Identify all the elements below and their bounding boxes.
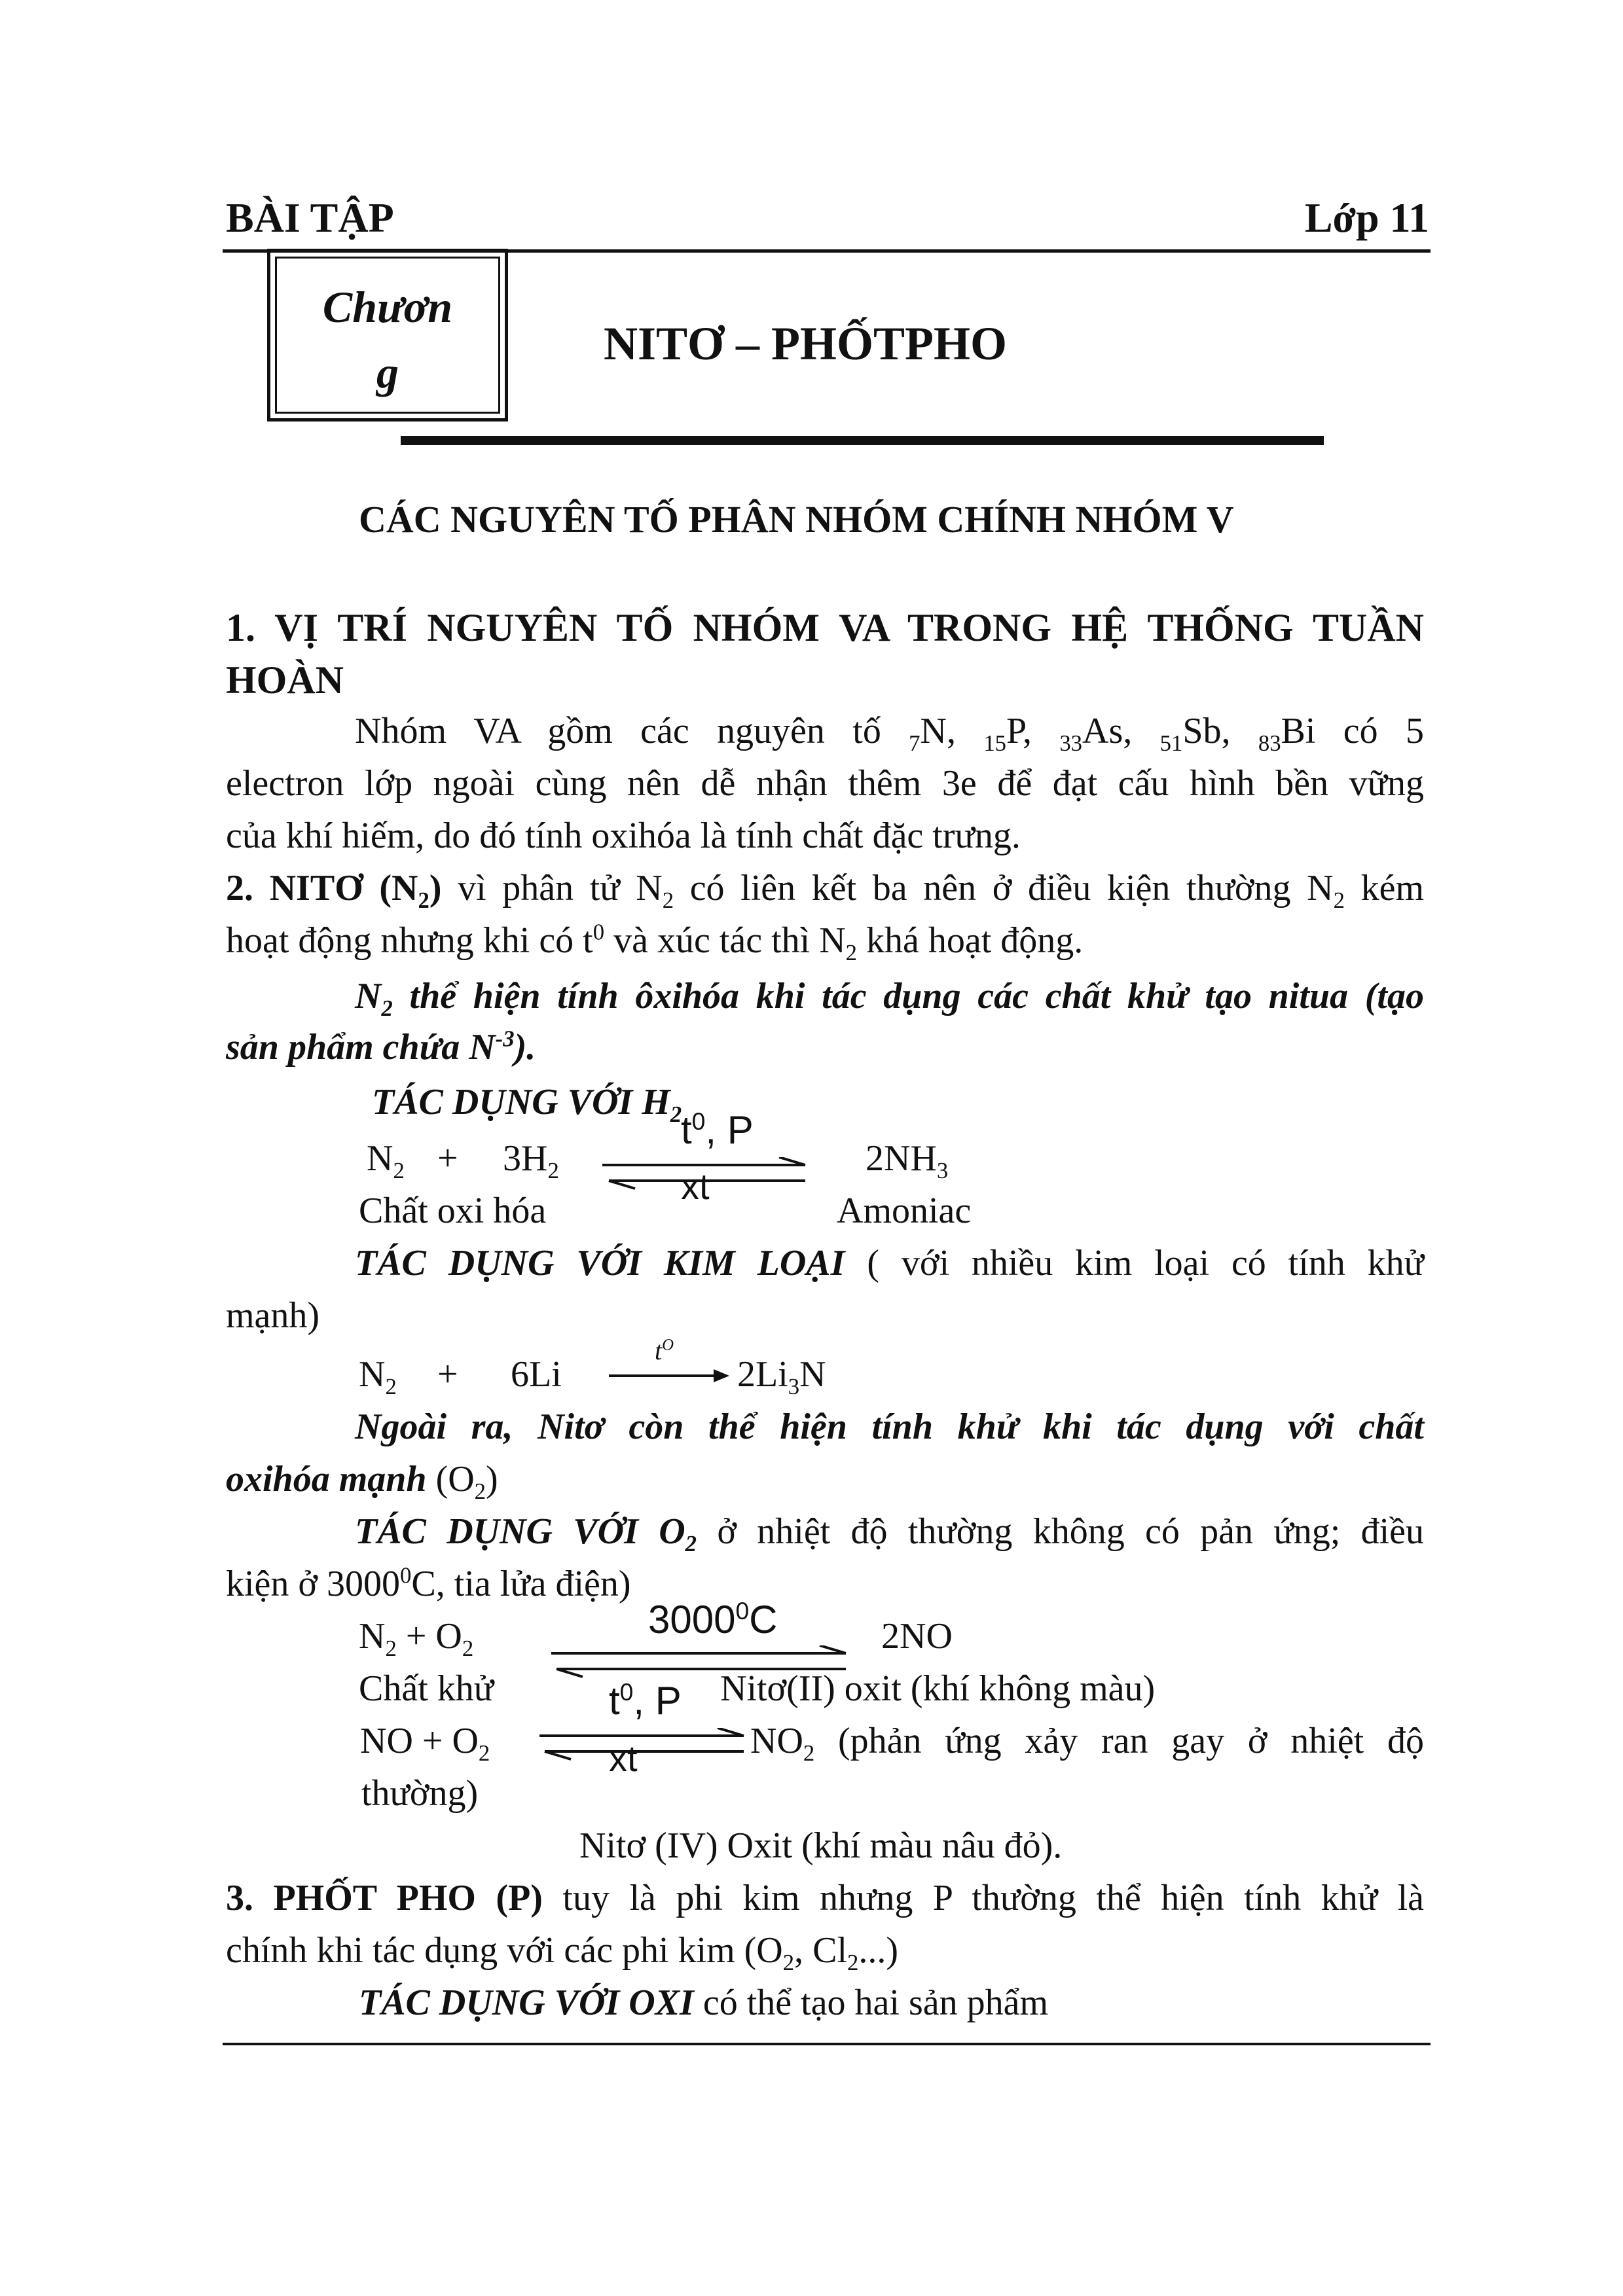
eq3-label-right: Nitơ(II) oxit (khí không màu) [720,1668,1156,1709]
o2-line1: TÁC DỤNG VỚI $O_2$ ở nhiệt độ thường không có pản ứng; điều [355,1511,1424,1557]
s3-line2: chính khi tác dụng với các phi kim ($O_2$, $Cl_2$...) [226,1930,899,1976]
eq3-left: $N_2 + O_2$ [359,1616,474,1662]
eq1-plus: + [437,1138,458,1179]
eq4-product: $NO_2$ (phản ứng xảy ran gay ở nhiệt độ [750,1721,1424,1767]
chapter-word-line1: Chươn [322,282,453,332]
reducing-line1: Ngoài ra, Nitơ còn thể hiện tính khử khi tác dụng với chất [355,1407,1424,1447]
eq2-product: $2Li_3N$ [737,1354,826,1400]
eq3-condition-top: 3000$^0$C [648,1597,778,1641]
reducing-line2: oxihóa mạnh $(O_2)$ [226,1459,498,1505]
metal-line1: TÁC DỤNG VỚI KIM LOẠI ( với nhiều kim loại có tính khử [355,1243,1424,1283]
eq2-n2: $N_2$ [359,1354,397,1400]
eq2-arrow [609,1368,733,1384]
eq1-label-left: Chất oxi hóa [359,1191,547,1231]
s2-line1: 2. NITƠ $(N_2)$ vì phân tử $N_2$ có liên kết ba nên ở điều kiện thường $N_2$ kém [226,868,1424,914]
metal-line2: mạnh) [226,1295,320,1336]
s1-paragraph-line1: Nhóm VA gồm các nguyên tố $_7$N, $_{15}$P, $_{33}$As, $_{51}$Sb, $_{83}$Bi có 5 [355,711,1424,757]
eq4-label: Nitơ (IV) Oxit (khí màu nâu đỏ). [579,1825,1063,1866]
chapter-title: NITƠ – PHỐTPHO [604,317,1008,370]
s2-line2: hoạt động nhưng khi có $t^0$ và xúc tác thì $N_2$ khá hoạt động. [226,919,1084,966]
s1-paragraph-line3: của khí hiếm, do đó tính oxihóa là tính chất đặc trưng. [226,816,1021,856]
eq2-condition: $t^O$ [655,1336,674,1365]
eq4-left: NO + $O_2$ [360,1721,490,1767]
o2-line2: kiện ở 3000$^0$C, tia lửa điện) [226,1562,631,1604]
s2-oxidation-line2: sản phẩm chứa $N^{-3}$). [226,1026,536,1067]
eq4-equilibrium-arrow [539,1728,749,1767]
footer-rule [223,2043,1431,2045]
header-right: Lớp 11 [1304,194,1429,241]
s1-paragraph-line2: electron lớp ngoài cùng nên dễ nhận thêm 3e để đạt cấu hình bền vững [226,763,1424,804]
eq1-h2: $3H_2$ [503,1138,559,1184]
eq4-line2: thường) [361,1773,479,1814]
h2-heading: TÁC DỤNG VỚI $H_2$ [372,1082,682,1128]
eq2-li: 6Li [511,1354,562,1395]
eq4-condition-top: $t^0$, P [609,1678,682,1723]
eq1-n2: $N_2$ [367,1138,405,1184]
eq1-label-right: Amoniac [837,1191,972,1231]
s1-heading-line1: 1. VỊ TRÍ NGUYÊN TỐ NHÓM VA TRONG HỆ THỐNG TUẦN [226,606,1424,649]
eq3-label-left: Chất khử [359,1668,494,1709]
eq1-condition-top: $t^0$, P [681,1107,754,1152]
s2-oxidation-line1: $N_2$ thể hiện tính ôxihóa khi tác dụng các chất khử tạo nitua (tạo [355,976,1424,1022]
s3-line3: TÁC DỤNG VỚI OXI có thể tạo hai sản phẩm [359,1982,1049,2023]
s3-line1: 3. PHỐT PHO (P) tuy là phi kim nhưng P thường thể hiện tính khử là [226,1878,1424,1918]
eq2-plus: + [437,1354,458,1395]
header-left: BÀI TẬP [226,194,394,241]
eq1-product: $2NH_3$ [866,1138,949,1184]
eq3-product: 2NO [881,1616,953,1657]
chapter-word-line2: g [376,348,399,397]
s1-heading-line2: HOÀN [226,658,344,702]
eq4-condition-bottom: xt [609,1738,638,1779]
eq1-condition-bottom: xt [681,1166,710,1207]
chapter-rule [401,436,1324,445]
section-title: CÁC NGUYÊN TỐ PHÂN NHÓM CHÍNH NHÓM V [359,498,1234,541]
